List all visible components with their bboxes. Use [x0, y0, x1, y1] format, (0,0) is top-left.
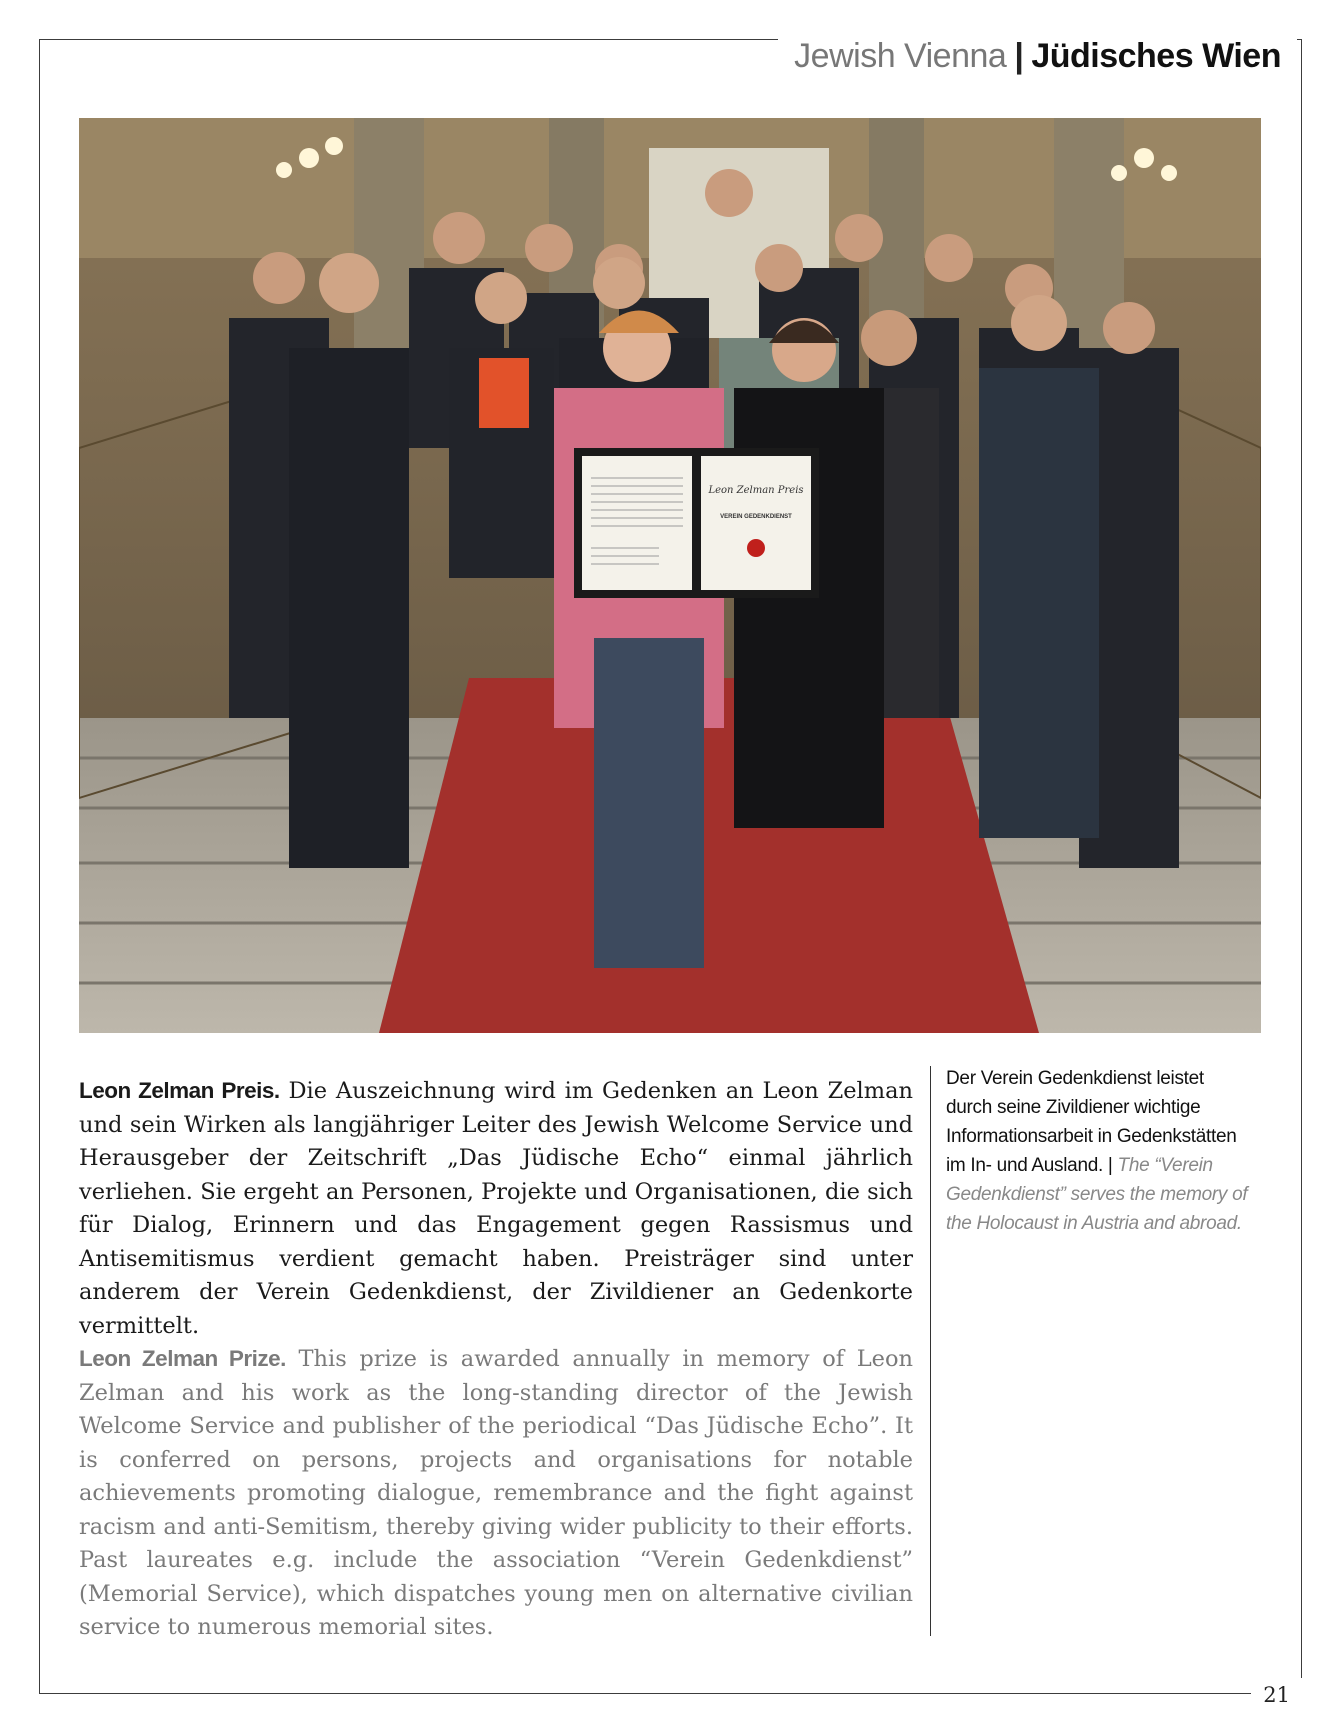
header-separator: |	[1014, 36, 1024, 75]
certificate-title: Leon Zelman Preis	[708, 485, 804, 496]
certificate-recipient: VEREIN GEDENKDIENST	[720, 514, 792, 520]
header-title-de: Jüdisches Wien	[1031, 36, 1281, 75]
wax-seal-icon	[747, 539, 765, 557]
running-header	[778, 30, 1297, 82]
english-body: This prize is awarded annually in memory of Leon Zelman and his work as the long-standing director of the Jewish Welcome Service and publisher of the periodical “Das Jüdische Echo”. It is conferred on persons, projects and organisations for notable achievements promoting dialogue, remembrance and the fight against racism and anti-Semitism, thereby giving wider publicity to their efforts. Past laureates e.g. include the association “Verein Gedenkdienst” (Memorial Service), which dispatches young men on alternative civilian service to numerous memorial sites.	[79, 1346, 913, 1640]
english-paragraph	[79, 1342, 913, 1645]
caption-separator: |	[1102, 1155, 1118, 1176]
column-divider	[930, 1066, 931, 1636]
group-photo	[79, 118, 1261, 1033]
german-body: Die Auszeichnung wird im Gedenken an Leon Zelman und sein Wirken als langjähriger Leiter des Jewish Welcome Service und Herausgeber der Zeitschrift „Das Jüdische Echo“ einmal jährlich verliehen. Sie ergeht an Personen, Projekte und Organisationen, die sich für Dialog, Erinnern und das Engagement gegen Rassismus und Antisemitismus verdient gemacht haben. Preisträger sind unter anderem der Verein Gedenkdienst, der Zivildiener an Gedenkorte vermittelt.	[79, 1078, 913, 1339]
caption-de: Der Verein Gedenkdienst leistet durch seine Zivildiener wichtige Informationsarbeit in Gedenkstätten im In- und Ausland.	[946, 1068, 1237, 1176]
photo-caption	[946, 1064, 1251, 1238]
page-number: 21	[1251, 1678, 1302, 1712]
header-title-en: Jewish Vienna	[794, 36, 1007, 75]
german-paragraph	[79, 1074, 913, 1343]
english-lead: Leon Zelman Prize.	[79, 1346, 286, 1371]
caption-en: The “Verein Gedenkdienst” serves the memory of the Holocaust in Austria and abroad.	[946, 1155, 1248, 1234]
german-lead: Leon Zelman Preis.	[79, 1078, 280, 1103]
